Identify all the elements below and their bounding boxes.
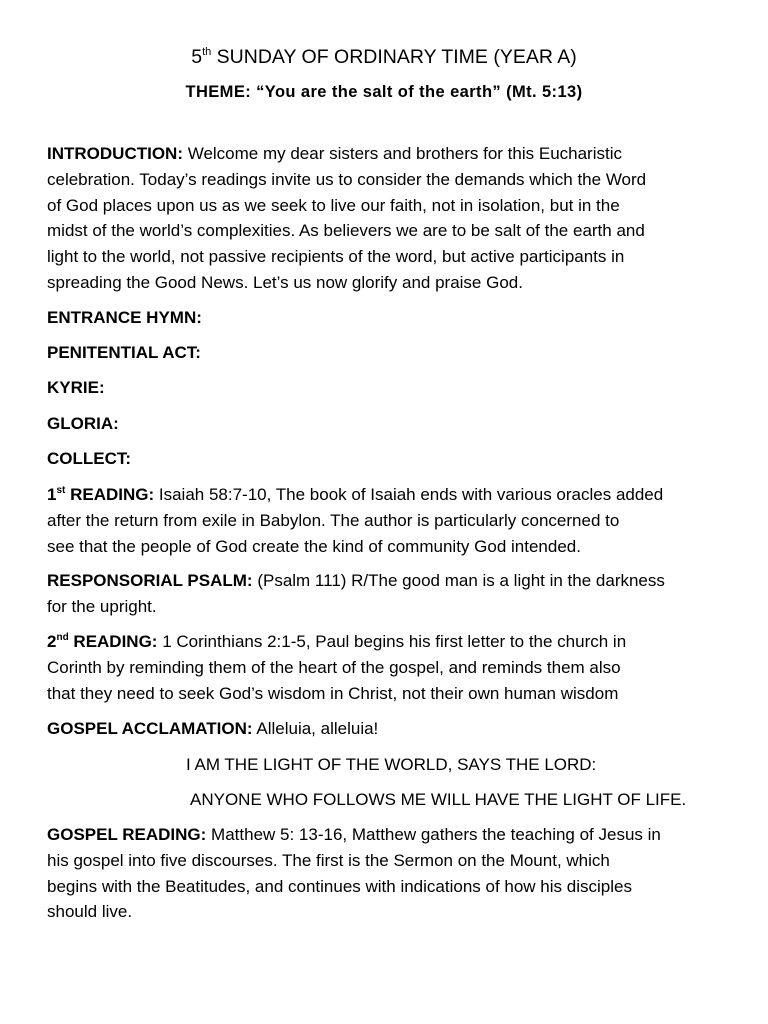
second-reading-number: 2 <box>47 632 57 651</box>
penitential-act-label: PENITENTIAL ACT: <box>47 343 201 362</box>
gloria-label: GLORIA: <box>47 414 119 433</box>
first-reading-label-text: READING: <box>65 485 155 504</box>
kyrie-heading <box>47 375 747 401</box>
psalm-line-2: for the upright. <box>47 596 157 616</box>
first-reading-line-1 <box>47 482 747 508</box>
first-reading-number: 1 <box>47 485 57 504</box>
title-ordinal-suffix: th <box>202 46 212 58</box>
gospel-reading-line-3: begins with the Beatitudes, and continues with indications of how his disciples <box>47 876 632 896</box>
title-number: 5 <box>191 46 203 68</box>
introduction-line-6: spreading the Good News. Let’s us now glorify and praise God. <box>47 272 523 292</box>
first-reading-text-1: Isaiah 58:7-10, The book of Isaiah ends with various oracles added <box>154 485 664 504</box>
entrance-hymn-heading <box>47 305 747 331</box>
collect-label: COLLECT: <box>47 449 132 468</box>
second-reading-section <box>47 629 747 706</box>
first-reading-section <box>47 482 747 559</box>
introduction-text-1: Welcome my dear sisters and brothers for this Eucharistic <box>182 144 622 163</box>
gospel-acclamation-text: Alleluia, alleluia! <box>252 719 379 738</box>
gospel-reading-line-2: his gospel into five discourses. The first is the Sermon on the Mount, which <box>47 850 610 870</box>
title-text: SUNDAY OF ORDINARY TIME (YEAR A) <box>211 46 577 68</box>
page-title <box>0 43 768 71</box>
entrance-hymn-label: ENTRANCE HYMN: <box>47 308 202 327</box>
second-reading-line-1 <box>47 629 747 655</box>
psalm-line-1 <box>47 568 747 594</box>
first-reading-ordinal-suffix: st <box>56 485 66 496</box>
introduction-section <box>47 141 747 296</box>
psalm-text-1: (Psalm 111) R/The good man is a light in the darkness <box>252 571 665 590</box>
theme-line: THEME: “You are the salt of the earth” (Mt. 5:13) <box>185 83 583 101</box>
introduction-line-4: midst of the world’s complexities. As believers we are to be salt of the earth and <box>47 221 645 241</box>
introduction-line-3: of God places upon us as we seek to live our faith, not in isolation, but in the <box>47 195 620 215</box>
gospel-reading-text-1: Matthew 5: 13-16, Matthew gathers the teaching of Jesus in <box>206 825 661 844</box>
gospel-reading-label: GOSPEL READING: <box>47 825 207 844</box>
collect-heading <box>47 446 747 472</box>
kyrie-label: KYRIE: <box>47 378 105 397</box>
introduction-line-1 <box>47 141 747 167</box>
penitential-act-heading <box>47 340 747 366</box>
gospel-acclamation-label: GOSPEL ACCLAMATION: <box>47 719 253 738</box>
first-reading-line-3: see that the people of God create the kind of community God intended. <box>47 536 581 556</box>
first-reading-line-2: after the return from exile in Babylon. The author is particularly concerned to <box>47 510 620 530</box>
second-reading-label-text: READING: <box>68 632 158 651</box>
first-reading-label <box>47 485 154 504</box>
gospel-acclamation-verse-1: I AM THE LIGHT OF THE WORLD, SAYS THE LORD: <box>186 755 597 774</box>
introduction-line-5: light to the world, not passive recipients of the word, but active participants in <box>47 247 625 267</box>
second-reading-line-3: that they need to seek God’s wisdom in Christ, not their own human wisdom <box>47 683 619 703</box>
gospel-acclamation-verse-2: ANYONE WHO FOLLOWS ME WILL HAVE THE LIGHT OF LIFE. <box>190 790 687 809</box>
gospel-reading-line-4: should live. <box>47 902 133 922</box>
second-reading-ordinal-suffix: nd <box>56 632 69 643</box>
gloria-heading <box>47 411 747 437</box>
gospel-acclamation-heading <box>47 716 747 742</box>
gospel-reading-line-1 <box>47 822 747 848</box>
second-reading-line-2: Corinth by reminding them of the heart of the gospel, and reminds them also <box>47 657 621 677</box>
second-reading-label <box>47 632 157 651</box>
gospel-reading-section <box>47 822 747 925</box>
responsorial-psalm-section <box>47 568 747 620</box>
introduction-label: INTRODUCTION: <box>47 144 183 163</box>
introduction-line-2: celebration. Today’s readings invite us to consider the demands which the Word <box>47 169 647 189</box>
psalm-label: RESPONSORIAL PSALM: <box>47 571 253 590</box>
second-reading-text-1: 1 Corinthians 2:1-5, Paul begins his first letter to the church in <box>157 632 627 651</box>
